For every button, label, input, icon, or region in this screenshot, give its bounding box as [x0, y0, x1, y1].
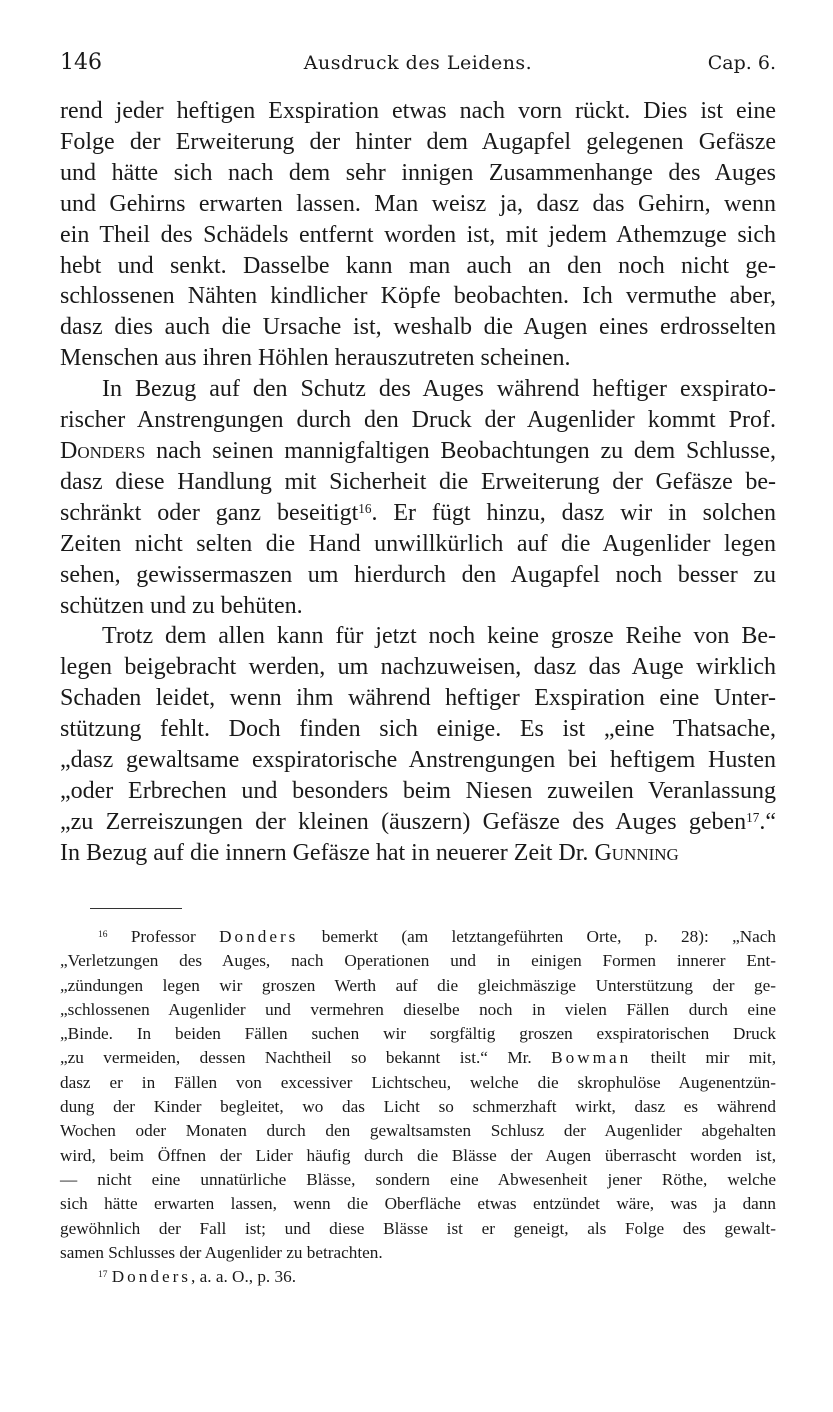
text-line: dasz diese Handlung mit Sicherheit die Erweiterung der Gefäsze be- — [60, 468, 776, 495]
author-name: Donders — [111, 1267, 191, 1287]
footnote-line: dung der Kinder begleitet, wo das Licht so schmerzhaft wirkt, dasz es während — [60, 1097, 776, 1117]
footnote-number: 16 — [98, 929, 108, 940]
text-line: Schaden leidet, wenn ihm während heftiger Exspiration eine Unter- — [60, 685, 776, 712]
author-name: Gunning — [594, 839, 679, 866]
text-line: und Gehirns erwarten lassen. Man weisz ja, dasz das Gehirn, wenn — [60, 190, 776, 217]
author-name: Donders — [60, 437, 146, 464]
text-line: „dasz gewaltsame exspiratorische Anstrengungen bei heftigem Husten — [60, 747, 776, 774]
footnote-ref: 16 — [358, 500, 372, 516]
footnote-line: „Binde. In beiden Fällen suchen wir sorgfältig groszen exspiratorischen Druck — [60, 1024, 776, 1044]
paragraph — [60, 621, 776, 868]
text-line: Zeiten nicht selten die Hand unwillkürlich auf die Augenlider legen — [60, 530, 776, 557]
footnote-line: dasz er in Fällen von excessiver Lichtscheu, welche die skrophulöse Augenentzün- — [60, 1072, 776, 1092]
text-line: In Bezug auf den Schutz des Auges während heftiger exspirato- — [102, 376, 776, 403]
text-line: „zu Zerreiszungen der kleinen (äuszern) Gefäsze des Auges geben$^{17}$.“ — [60, 808, 776, 835]
text-line: Menschen aus ihren Höhlen herauszutreten scheinen. — [60, 345, 571, 372]
footnote-number: 17 — [98, 1269, 108, 1280]
text-line: Folge der Erweiterung der hinter dem Augapfel gelegenen Gefäsze — [60, 128, 776, 155]
text-line: schränkt oder ganz beseitigt$^{16}$. Er fügt hinzu, dasz wir in solchen — [60, 499, 776, 526]
footnote-line: „zu vermeiden, dessen Nachtheil so bekannt ist.“ Mr. Bowman theilt mir mit, — [60, 1048, 776, 1068]
footnote-line: $^{16}$ Professor Donders bemerkt (am letztangeführten Orte, p. 28): „Nach — [98, 927, 776, 946]
text-line: und hätte sich nach dem sehr innigen Zusammenhange des Auges — [60, 159, 776, 186]
text-line: Trotz dem allen kann für jetzt noch keine grosze Reihe von Be- — [102, 623, 776, 650]
text-line: ein Theil des Schädels entfernt worden ist, mit jedem Athemzuge sich — [60, 221, 776, 248]
page-number: 146 — [60, 50, 102, 75]
text-line: schlossenen Nähten kindlicher Köpfe beobachten. Ich vermuthe aber, — [60, 283, 776, 310]
paragraph — [60, 374, 776, 621]
footnote-line: „schlossenen Augenlider und vermehren dieselbe noch in vielen Fällen durch eine — [60, 999, 776, 1019]
main-text — [60, 96, 776, 869]
text-line: legen beigebracht werden, um nachzuweisen, dasz das Auge wirklich — [60, 654, 776, 681]
running-title: Ausdruck des Leidens. — [303, 52, 533, 74]
footnote-ref: 17 — [746, 809, 760, 825]
text-line: dasz dies auch die Ursache ist, weshalb die Augen eines erdrosselten — [60, 314, 776, 341]
text-line: hebt und senkt. Dasselbe kann man auch an den noch nicht ge- — [60, 252, 776, 279]
footnote-line: „zündungen legen wir groszen Werth auf die gleichmäszige Unterstützung der ge- — [60, 975, 776, 995]
text-line: In Bezug auf die innern Gefäsze hat in neuerer Zeit Dr. Gunning — [60, 839, 679, 866]
footnotes — [60, 925, 776, 1289]
author-name: Donders — [219, 927, 299, 946]
footnote-line: wird, beim Öffnen der Lider häufig durch die Blässe der Augen überrascht worden ist, — [60, 1145, 776, 1165]
footnote-line: $^{17}$ Donders, a. a. O., p. 36. — [98, 1267, 297, 1287]
text-line: „oder Erbrechen und besonders beim Niesen zuweilen Veranlassung — [60, 777, 776, 804]
text-line: Donders nach seinen mannigfaltigen Beobachtungen zu dem Schlusse, — [60, 437, 776, 464]
footnote-line: gewöhnlich der Fall ist; und diese Blässe ist er geneigt, als Folge des gewalt- — [60, 1218, 776, 1238]
text-line: rend jeder heftigen Exspiration etwas nach vorn rückt. Dies ist eine — [60, 98, 776, 124]
footnote-rule — [90, 908, 182, 909]
paragraph — [60, 96, 776, 374]
text-line: schützen und zu behüten. — [60, 592, 303, 619]
text-line: sehen, gewissermaszen um hierdurch den Augapfel noch besser zu — [60, 561, 776, 588]
footnote-line: sich hätte erwarten lassen, wenn die Oberfläche etwas entzündet wäre, was ja dann — [60, 1194, 776, 1214]
footnote-line: Wochen oder Monaten durch den gewaltsamsten Schlusz der Augenlider abgehalten — [60, 1121, 776, 1141]
chapter-label: Cap. 6. — [707, 52, 776, 74]
text-line: stützung fehlt. Doch finden sich einige. Es ist „eine Thatsache, — [60, 716, 776, 743]
footnote-line: „Verletzungen des Auges, nach Operationen und in einigen Formen innerer Ent- — [60, 951, 776, 971]
author-name: Bowman — [551, 1048, 632, 1068]
footnote-line: — nicht eine unnatürliche Blässe, sondern eine Abwesenheit jener Röthe, welche — [60, 1169, 776, 1189]
footnote-line: samen Schlusses der Augenlider zu betrachten. — [60, 1242, 383, 1262]
page-header — [60, 50, 776, 80]
text-line: rischer Anstrengungen durch den Druck der Augenlider kommt Prof. — [60, 407, 776, 434]
